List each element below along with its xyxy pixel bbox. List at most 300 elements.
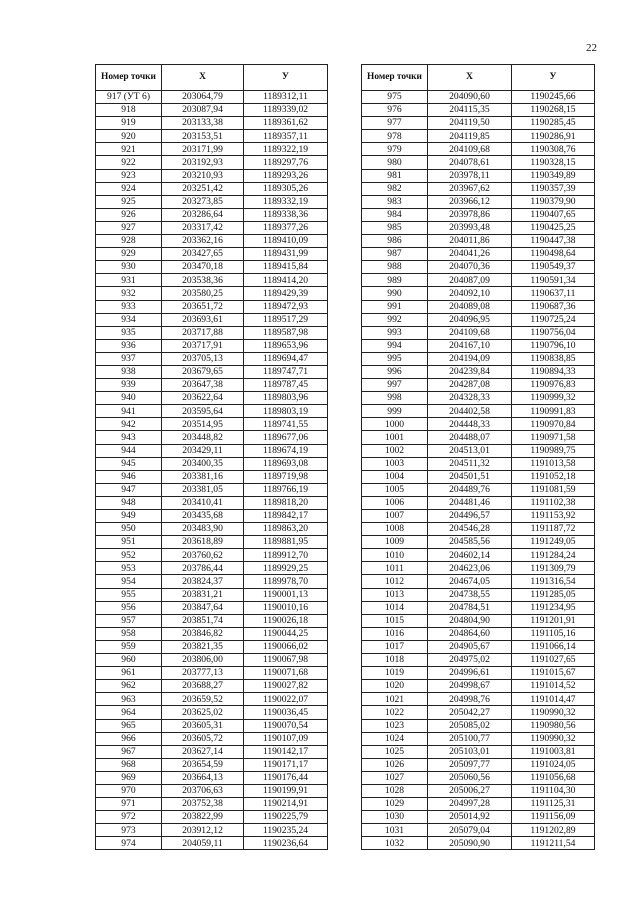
table-row bbox=[96, 510, 328, 523]
point-number-cell: 949 bbox=[96, 510, 162, 523]
y-coordinate-cell: 1190199,91 bbox=[244, 784, 328, 797]
table-row bbox=[96, 771, 328, 784]
table-row bbox=[362, 732, 595, 745]
y-coordinate-cell: 1190268,15 bbox=[512, 104, 595, 117]
y-coordinate-cell: 1191187,72 bbox=[512, 523, 595, 536]
table-row bbox=[96, 837, 328, 850]
y-coordinate-cell: 1189912,70 bbox=[244, 549, 328, 562]
point-number-cell: 1030 bbox=[362, 811, 428, 824]
x-coordinate-cell: 204119,85 bbox=[428, 130, 512, 143]
x-coordinate-cell: 204489,76 bbox=[428, 483, 512, 496]
table-row bbox=[96, 496, 328, 509]
point-number-cell: 924 bbox=[96, 182, 162, 195]
x-coordinate-cell: 203752,38 bbox=[162, 798, 244, 811]
point-number-cell: 975 bbox=[362, 91, 428, 104]
y-coordinate-cell: 1190285,45 bbox=[512, 117, 595, 130]
table-row bbox=[96, 549, 328, 562]
point-number-cell: 995 bbox=[362, 352, 428, 365]
x-coordinate-cell: 204998,76 bbox=[428, 693, 512, 706]
y-coordinate-cell: 1190066,02 bbox=[244, 640, 328, 653]
x-coordinate-cell: 203210,93 bbox=[162, 169, 244, 182]
point-number-cell: 978 bbox=[362, 130, 428, 143]
table-row bbox=[96, 91, 328, 104]
x-coordinate-cell: 203192,93 bbox=[162, 156, 244, 169]
x-coordinate-cell: 203605,31 bbox=[162, 719, 244, 732]
point-number-cell: 964 bbox=[96, 706, 162, 719]
y-coordinate-cell: 1190022,07 bbox=[244, 693, 328, 706]
x-coordinate-cell: 203706,63 bbox=[162, 784, 244, 797]
y-coordinate-cell: 1190027,82 bbox=[244, 680, 328, 693]
y-coordinate-cell: 1190245,66 bbox=[512, 91, 595, 104]
y-coordinate-cell: 1189377,26 bbox=[244, 221, 328, 234]
x-coordinate-cell: 203317,42 bbox=[162, 221, 244, 234]
table-row bbox=[362, 274, 595, 287]
y-coordinate-cell: 1189414,20 bbox=[244, 274, 328, 287]
y-coordinate-cell: 1191102,38 bbox=[512, 496, 595, 509]
y-coordinate-cell: 1189674,19 bbox=[244, 444, 328, 457]
point-number-cell: 922 bbox=[96, 156, 162, 169]
x-coordinate-cell: 203822,99 bbox=[162, 811, 244, 824]
y-coordinate-cell: 1189332,19 bbox=[244, 195, 328, 208]
y-coordinate-cell: 1190991,83 bbox=[512, 405, 595, 418]
x-coordinate-cell: 203688,27 bbox=[162, 680, 244, 693]
table-row bbox=[362, 208, 595, 221]
point-number-cell: 997 bbox=[362, 379, 428, 392]
table-row bbox=[362, 352, 595, 365]
y-coordinate-cell: 1189741,55 bbox=[244, 418, 328, 431]
table-row bbox=[96, 758, 328, 771]
table-row bbox=[96, 117, 328, 130]
x-coordinate-cell: 204089,08 bbox=[428, 300, 512, 313]
table-row bbox=[362, 575, 595, 588]
table-row bbox=[362, 313, 595, 326]
y-coordinate-cell: 1190379,90 bbox=[512, 195, 595, 208]
y-coordinate-cell: 1190999,32 bbox=[512, 392, 595, 405]
x-coordinate-cell: 204905,67 bbox=[428, 640, 512, 653]
x-coordinate-cell: 204501,51 bbox=[428, 470, 512, 483]
table-header-row bbox=[96, 65, 328, 91]
y-coordinate-cell: 1190637,11 bbox=[512, 287, 595, 300]
point-number-cell: 999 bbox=[362, 405, 428, 418]
x-coordinate-cell: 203821,35 bbox=[162, 640, 244, 653]
y-coordinate-cell: 1190971,58 bbox=[512, 431, 595, 444]
x-coordinate-cell: 203381,16 bbox=[162, 470, 244, 483]
point-number-cell: 950 bbox=[96, 523, 162, 536]
point-number-cell: 1032 bbox=[362, 837, 428, 850]
x-coordinate-cell: 204738,55 bbox=[428, 588, 512, 601]
x-coordinate-cell: 203538,36 bbox=[162, 274, 244, 287]
y-coordinate-cell: 1190036,45 bbox=[244, 706, 328, 719]
point-number-cell: 919 bbox=[96, 117, 162, 130]
table-row bbox=[96, 300, 328, 313]
x-coordinate-cell: 203064,79 bbox=[162, 91, 244, 104]
y-coordinate-cell: 1190498,64 bbox=[512, 248, 595, 261]
table-row bbox=[362, 287, 595, 300]
point-number-cell: 1004 bbox=[362, 470, 428, 483]
y-coordinate-cell: 1189693,08 bbox=[244, 457, 328, 470]
y-coordinate-cell: 1189312,11 bbox=[244, 91, 328, 104]
y-coordinate-cell: 1191234,95 bbox=[512, 601, 595, 614]
x-coordinate-cell: 203647,38 bbox=[162, 379, 244, 392]
table-row bbox=[362, 169, 595, 182]
x-coordinate-cell: 203580,25 bbox=[162, 287, 244, 300]
table-row bbox=[362, 444, 595, 457]
table-row bbox=[362, 693, 595, 706]
table-row bbox=[362, 143, 595, 156]
x-coordinate-cell: 203693,61 bbox=[162, 313, 244, 326]
y-coordinate-cell: 1189677,06 bbox=[244, 431, 328, 444]
y-coordinate-cell: 1190308,76 bbox=[512, 143, 595, 156]
y-coordinate-cell: 1191285,05 bbox=[512, 588, 595, 601]
table-row bbox=[362, 771, 595, 784]
point-number-cell: 996 bbox=[362, 365, 428, 378]
table-row bbox=[96, 169, 328, 182]
x-coordinate-cell: 205085,02 bbox=[428, 719, 512, 732]
x-coordinate-cell: 203664,13 bbox=[162, 771, 244, 784]
table-row bbox=[362, 614, 595, 627]
x-coordinate-cell: 203679,65 bbox=[162, 365, 244, 378]
table-body-left bbox=[96, 91, 328, 850]
point-number-cell: 1012 bbox=[362, 575, 428, 588]
table-row bbox=[96, 195, 328, 208]
table-row bbox=[96, 221, 328, 234]
point-number-cell: 1001 bbox=[362, 431, 428, 444]
point-number-cell: 986 bbox=[362, 235, 428, 248]
point-number-cell: 1018 bbox=[362, 654, 428, 667]
y-coordinate-cell: 1189517,29 bbox=[244, 313, 328, 326]
point-number-cell: 987 bbox=[362, 248, 428, 261]
x-coordinate-cell: 203470,18 bbox=[162, 261, 244, 274]
x-coordinate-cell: 203777,13 bbox=[162, 667, 244, 680]
x-coordinate-cell: 204070,36 bbox=[428, 261, 512, 274]
point-number-cell: 947 bbox=[96, 483, 162, 496]
point-number-cell: 990 bbox=[362, 287, 428, 300]
x-coordinate-cell: 204674,05 bbox=[428, 575, 512, 588]
x-coordinate-cell: 204167,10 bbox=[428, 339, 512, 352]
table-row bbox=[362, 654, 595, 667]
table-row bbox=[96, 182, 328, 195]
point-number-cell: 931 bbox=[96, 274, 162, 287]
x-coordinate-cell: 204011,86 bbox=[428, 235, 512, 248]
table-row bbox=[362, 248, 595, 261]
table-row bbox=[96, 654, 328, 667]
table-row bbox=[96, 313, 328, 326]
table-row bbox=[96, 824, 328, 837]
point-number-cell: 1017 bbox=[362, 640, 428, 653]
x-coordinate-cell: 203381,05 bbox=[162, 483, 244, 496]
point-number-cell: 1000 bbox=[362, 418, 428, 431]
table-row bbox=[362, 405, 595, 418]
x-coordinate-cell: 203806,00 bbox=[162, 654, 244, 667]
y-coordinate-cell: 1189431,99 bbox=[244, 248, 328, 261]
point-number-cell: 974 bbox=[96, 837, 162, 850]
point-number-cell: 1021 bbox=[362, 693, 428, 706]
x-coordinate-cell: 204546,28 bbox=[428, 523, 512, 536]
table-row bbox=[362, 235, 595, 248]
x-coordinate-cell: 204804,90 bbox=[428, 614, 512, 627]
table-row bbox=[362, 104, 595, 117]
y-coordinate-cell: 1190071,68 bbox=[244, 667, 328, 680]
point-number-cell: 1016 bbox=[362, 627, 428, 640]
x-coordinate-cell: 204059,11 bbox=[162, 837, 244, 850]
table-row bbox=[362, 536, 595, 549]
table-row bbox=[362, 706, 595, 719]
x-coordinate-cell: 204513,01 bbox=[428, 444, 512, 457]
x-coordinate-cell: 204239,84 bbox=[428, 365, 512, 378]
y-coordinate-cell: 1191013,58 bbox=[512, 457, 595, 470]
x-coordinate-cell: 204448,33 bbox=[428, 418, 512, 431]
y-coordinate-cell: 1190838,85 bbox=[512, 352, 595, 365]
point-number-cell: 979 bbox=[362, 143, 428, 156]
table-row bbox=[96, 156, 328, 169]
point-number-cell: 929 bbox=[96, 248, 162, 261]
y-coordinate-cell: 1190970,84 bbox=[512, 418, 595, 431]
y-coordinate-cell: 1191056,68 bbox=[512, 771, 595, 784]
table-row bbox=[96, 457, 328, 470]
y-coordinate-cell: 1190990,32 bbox=[512, 706, 595, 719]
table-row bbox=[96, 483, 328, 496]
x-coordinate-cell: 203153,51 bbox=[162, 130, 244, 143]
point-number-cell: 1026 bbox=[362, 758, 428, 771]
point-number-cell: 918 bbox=[96, 104, 162, 117]
table-row bbox=[96, 261, 328, 274]
x-coordinate-cell: 204975,02 bbox=[428, 654, 512, 667]
table-row bbox=[362, 549, 595, 562]
y-coordinate-cell: 1189322,19 bbox=[244, 143, 328, 156]
x-coordinate-cell: 205060,56 bbox=[428, 771, 512, 784]
y-coordinate-cell: 1191066,14 bbox=[512, 640, 595, 653]
x-coordinate-cell: 203400,35 bbox=[162, 457, 244, 470]
point-number-cell: 921 bbox=[96, 143, 162, 156]
y-coordinate-cell: 1189747,71 bbox=[244, 365, 328, 378]
table-row bbox=[362, 667, 595, 680]
y-coordinate-cell: 1189587,98 bbox=[244, 326, 328, 339]
point-number-cell: 955 bbox=[96, 588, 162, 601]
page-number: 22 bbox=[586, 42, 597, 54]
y-coordinate-cell: 1189472,93 bbox=[244, 300, 328, 313]
point-number-cell: 1011 bbox=[362, 562, 428, 575]
table-row bbox=[96, 130, 328, 143]
x-coordinate-cell: 204096,95 bbox=[428, 313, 512, 326]
table-row bbox=[362, 117, 595, 130]
x-coordinate-cell: 203171,99 bbox=[162, 143, 244, 156]
table-row bbox=[96, 680, 328, 693]
y-coordinate-cell: 1190447,38 bbox=[512, 235, 595, 248]
x-coordinate-cell: 203967,62 bbox=[428, 182, 512, 195]
y-coordinate-cell: 1190989,75 bbox=[512, 444, 595, 457]
x-coordinate-cell: 203410,41 bbox=[162, 496, 244, 509]
table-row bbox=[96, 798, 328, 811]
point-number-cell: 1029 bbox=[362, 798, 428, 811]
table-row bbox=[96, 601, 328, 614]
table-row bbox=[96, 352, 328, 365]
x-coordinate-cell: 204287,08 bbox=[428, 379, 512, 392]
x-coordinate-cell: 204784,51 bbox=[428, 601, 512, 614]
x-coordinate-cell: 205100,77 bbox=[428, 732, 512, 745]
y-coordinate-cell: 1190236,64 bbox=[244, 837, 328, 850]
y-coordinate-cell: 1189305,26 bbox=[244, 182, 328, 195]
point-number-cell: 1006 bbox=[362, 496, 428, 509]
x-coordinate-cell: 203912,12 bbox=[162, 824, 244, 837]
y-coordinate-cell: 1191014,47 bbox=[512, 693, 595, 706]
table-row bbox=[96, 614, 328, 627]
table-row bbox=[362, 91, 595, 104]
x-coordinate-cell: 203627,14 bbox=[162, 745, 244, 758]
x-coordinate-cell: 205042,27 bbox=[428, 706, 512, 719]
point-number-cell: 983 bbox=[362, 195, 428, 208]
table-row bbox=[96, 143, 328, 156]
x-coordinate-cell: 204481,46 bbox=[428, 496, 512, 509]
x-coordinate-cell: 204194,09 bbox=[428, 352, 512, 365]
x-coordinate-cell: 203847,64 bbox=[162, 601, 244, 614]
y-coordinate-cell: 1191081,59 bbox=[512, 483, 595, 496]
x-coordinate-cell: 203618,89 bbox=[162, 536, 244, 549]
x-coordinate-cell: 203625,02 bbox=[162, 706, 244, 719]
table-row bbox=[96, 274, 328, 287]
x-coordinate-cell: 203717,91 bbox=[162, 339, 244, 352]
x-coordinate-cell: 203286,64 bbox=[162, 208, 244, 221]
point-number-cell: 948 bbox=[96, 496, 162, 509]
point-number-cell: 928 bbox=[96, 235, 162, 248]
x-coordinate-cell: 203978,11 bbox=[428, 169, 512, 182]
point-number-cell: 973 bbox=[96, 824, 162, 837]
point-number-cell: 932 bbox=[96, 287, 162, 300]
x-coordinate-cell: 204087,09 bbox=[428, 274, 512, 287]
table-row bbox=[362, 326, 595, 339]
point-number-cell: 1027 bbox=[362, 771, 428, 784]
y-coordinate-cell: 1191014,52 bbox=[512, 680, 595, 693]
table-row bbox=[362, 798, 595, 811]
table-row bbox=[362, 601, 595, 614]
y-coordinate-cell: 1189293,26 bbox=[244, 169, 328, 182]
y-coordinate-cell: 1190010,16 bbox=[244, 601, 328, 614]
y-coordinate-cell: 1190142,17 bbox=[244, 745, 328, 758]
x-coordinate-cell: 203705,13 bbox=[162, 352, 244, 365]
y-coordinate-cell: 1190044,25 bbox=[244, 627, 328, 640]
y-coordinate-cell: 1189863,20 bbox=[244, 523, 328, 536]
x-coordinate-cell: 203978,86 bbox=[428, 208, 512, 221]
point-number-cell: 937 bbox=[96, 352, 162, 365]
table-row bbox=[96, 339, 328, 352]
table-row bbox=[362, 680, 595, 693]
x-coordinate-cell: 204488,07 bbox=[428, 431, 512, 444]
y-coordinate-cell: 1189766,19 bbox=[244, 483, 328, 496]
table-row bbox=[362, 496, 595, 509]
x-coordinate-cell: 203760,62 bbox=[162, 549, 244, 562]
table-row bbox=[96, 235, 328, 248]
table-row bbox=[96, 470, 328, 483]
point-number-cell: 953 bbox=[96, 562, 162, 575]
table-row bbox=[96, 104, 328, 117]
table-row bbox=[362, 156, 595, 169]
point-number-cell: 959 bbox=[96, 640, 162, 653]
y-coordinate-cell: 1190107,09 bbox=[244, 732, 328, 745]
x-coordinate-cell: 205090,90 bbox=[428, 837, 512, 850]
point-number-cell: 994 bbox=[362, 339, 428, 352]
x-coordinate-cell: 203427,65 bbox=[162, 248, 244, 261]
x-coordinate-cell: 205103,01 bbox=[428, 745, 512, 758]
point-number-cell: 969 bbox=[96, 771, 162, 784]
point-number-cell: 992 bbox=[362, 313, 428, 326]
point-number-cell: 976 bbox=[362, 104, 428, 117]
y-coordinate-cell: 1190176,44 bbox=[244, 771, 328, 784]
y-coordinate-cell: 1189787,45 bbox=[244, 379, 328, 392]
point-number-cell: 970 bbox=[96, 784, 162, 797]
table-row bbox=[96, 693, 328, 706]
table-row bbox=[96, 365, 328, 378]
y-coordinate-cell: 1190990,32 bbox=[512, 732, 595, 745]
point-number-cell: 968 bbox=[96, 758, 162, 771]
table-row bbox=[96, 379, 328, 392]
table-row bbox=[96, 287, 328, 300]
table-row bbox=[362, 837, 595, 850]
y-coordinate-cell: 1190286,91 bbox=[512, 130, 595, 143]
x-coordinate-cell: 204041,26 bbox=[428, 248, 512, 261]
point-number-cell: 985 bbox=[362, 221, 428, 234]
x-coordinate-cell: 204090,60 bbox=[428, 91, 512, 104]
x-coordinate-cell: 205079,04 bbox=[428, 824, 512, 837]
point-number-cell: 998 bbox=[362, 392, 428, 405]
x-coordinate-cell: 203659,52 bbox=[162, 693, 244, 706]
x-coordinate-cell: 203993,48 bbox=[428, 221, 512, 234]
y-coordinate-cell: 1190070,54 bbox=[244, 719, 328, 732]
y-coordinate-cell: 1190425,25 bbox=[512, 221, 595, 234]
x-coordinate-cell: 204511,32 bbox=[428, 457, 512, 470]
point-number-cell: 1015 bbox=[362, 614, 428, 627]
table-row bbox=[96, 418, 328, 431]
point-number-cell: 965 bbox=[96, 719, 162, 732]
x-coordinate-cell: 203595,64 bbox=[162, 405, 244, 418]
x-coordinate-cell: 203717,88 bbox=[162, 326, 244, 339]
table-row bbox=[96, 719, 328, 732]
point-number-cell: 939 bbox=[96, 379, 162, 392]
point-number-cell: 941 bbox=[96, 405, 162, 418]
y-coordinate-cell: 1191284,24 bbox=[512, 549, 595, 562]
y-coordinate-cell: 1191027,65 bbox=[512, 654, 595, 667]
table-row bbox=[96, 405, 328, 418]
y-coordinate-cell: 1190357,39 bbox=[512, 182, 595, 195]
table-row bbox=[362, 510, 595, 523]
y-coordinate-cell: 1191003,81 bbox=[512, 745, 595, 758]
table-row bbox=[362, 392, 595, 405]
coordinates-table-left bbox=[95, 64, 328, 850]
point-number-cell: 942 bbox=[96, 418, 162, 431]
table-row bbox=[362, 483, 595, 496]
y-coordinate-cell: 1189694,47 bbox=[244, 352, 328, 365]
table-row bbox=[362, 588, 595, 601]
point-number-cell: 1013 bbox=[362, 588, 428, 601]
point-number-cell: 991 bbox=[362, 300, 428, 313]
x-coordinate-cell: 204998,67 bbox=[428, 680, 512, 693]
y-coordinate-cell: 1189410,09 bbox=[244, 235, 328, 248]
x-coordinate-cell: 203514,95 bbox=[162, 418, 244, 431]
point-number-cell: 1010 bbox=[362, 549, 428, 562]
table-row bbox=[362, 365, 595, 378]
x-coordinate-cell: 203429,11 bbox=[162, 444, 244, 457]
x-coordinate-cell: 203133,38 bbox=[162, 117, 244, 130]
table-row bbox=[362, 379, 595, 392]
table-row bbox=[362, 523, 595, 536]
y-coordinate-cell: 1191052,18 bbox=[512, 470, 595, 483]
table-row bbox=[96, 575, 328, 588]
point-number-cell: 989 bbox=[362, 274, 428, 287]
table-row bbox=[362, 261, 595, 274]
point-number-cell: 934 bbox=[96, 313, 162, 326]
x-coordinate-cell: 204092,10 bbox=[428, 287, 512, 300]
y-coordinate-cell: 1191105,16 bbox=[512, 627, 595, 640]
x-coordinate-cell: 203087,94 bbox=[162, 104, 244, 117]
point-number-cell: 981 bbox=[362, 169, 428, 182]
